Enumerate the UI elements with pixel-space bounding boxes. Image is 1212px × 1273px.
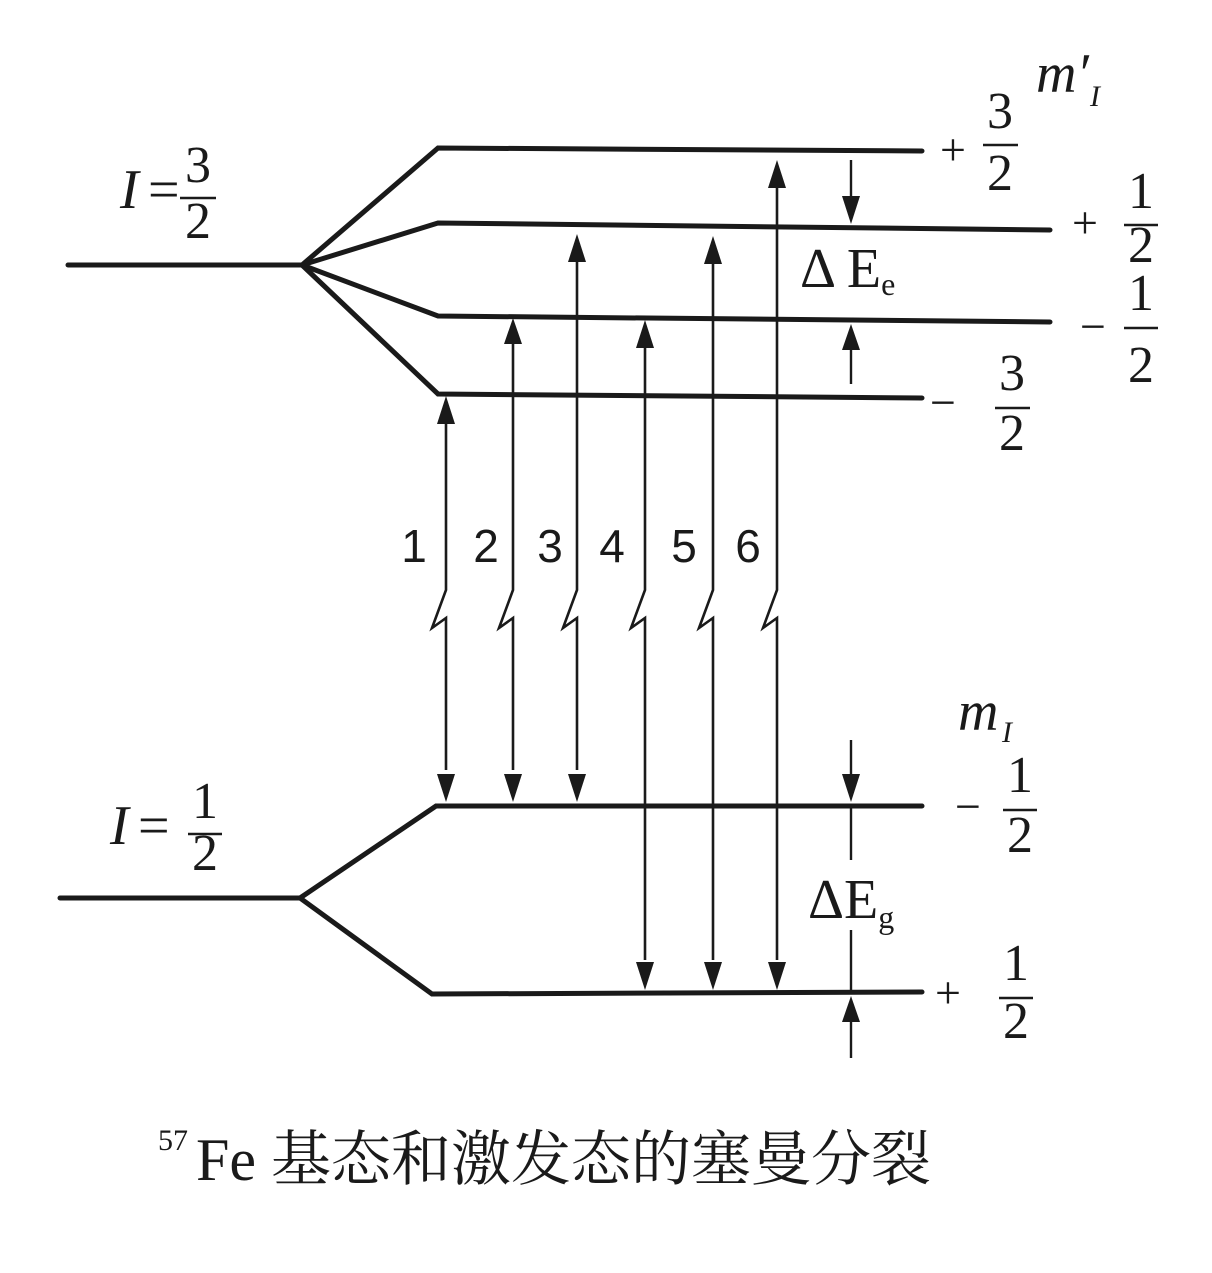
mI-prime-subscript: I (1090, 80, 1100, 113)
sign: + (1072, 197, 1098, 248)
delta-Ee-arrow-top-head (842, 196, 860, 224)
delta-Ee-label: Δ Ee (800, 238, 896, 302)
transition-6 (735, 160, 786, 990)
ground-sublevel-label-minus-1-2 (955, 747, 1037, 864)
transition-4-label: 4 (599, 520, 625, 572)
denominator: 2 (1007, 807, 1033, 864)
spin-denominator: 2 (185, 193, 211, 250)
transition-6-arrow-up (768, 160, 786, 188)
spin-numerator: 3 (185, 137, 211, 194)
denominator: 2 (987, 145, 1013, 202)
transition-3-label: 3 (537, 520, 563, 572)
numerator: 3 (999, 345, 1025, 402)
numerator: 1 (1128, 265, 1154, 322)
transition-3-line (563, 258, 577, 770)
denominator: 2 (1128, 217, 1154, 274)
caption-text: Fe 基态和激发态的塞曼分裂 (196, 1127, 931, 1193)
delta-Ee-marker (800, 160, 895, 384)
delta-Eg-marker (808, 740, 894, 1058)
numerator: 1 (1003, 935, 1029, 992)
transition-4 (599, 320, 654, 990)
sign: + (935, 967, 961, 1018)
transition-5-arrow-up (704, 236, 722, 264)
spin-denominator: 2 (192, 825, 218, 882)
mI-symbol: m (958, 681, 999, 743)
excited-spin-label (119, 137, 216, 250)
spin-symbol: I (110, 795, 129, 857)
transition-2-arrow-down (504, 774, 522, 802)
transition-1 (401, 396, 455, 802)
ground-spin-label (109, 773, 222, 882)
transition-3-arrow-down (568, 774, 586, 802)
transition-2-arrow-up (504, 318, 522, 344)
equals-sign: = (148, 159, 180, 221)
transition-4-arrow-down (636, 962, 654, 990)
transition-2 (473, 318, 522, 802)
ground-mI-label (958, 681, 1014, 749)
numerator: 1 (1128, 163, 1154, 220)
mI-prime-symbol: m′ (1036, 43, 1089, 105)
transition-5-line (699, 262, 713, 960)
excited-sublevel-label-minus-3-2 (930, 345, 1030, 462)
excited-mI-label (1036, 43, 1102, 113)
caption-mass-number: 57 (158, 1124, 188, 1157)
sign: − (955, 781, 981, 832)
transition-6-line (763, 184, 777, 960)
transition-4-arrow-up (636, 320, 654, 348)
excited-level-plus-1-2 (302, 223, 1050, 265)
excited-state-levels (68, 148, 1050, 398)
equals-sign: = (138, 795, 170, 857)
transition-4-line (631, 344, 645, 960)
denominator: 2 (999, 405, 1025, 462)
sign: − (1080, 301, 1106, 352)
delta-Eg-arrow-bottom-head (842, 996, 860, 1022)
delta-Ee-arrow-bottom-head (842, 324, 860, 350)
transition-6-arrow-down (768, 962, 786, 990)
transition-1-line (432, 420, 446, 770)
numerator: 1 (1007, 747, 1033, 804)
transition-5 (671, 236, 722, 990)
transition-5-label: 5 (671, 520, 697, 572)
spin-symbol: I (120, 159, 139, 221)
ground-sublevel-label-plus-1-2 (935, 935, 1033, 1050)
excited-sublevel-label-plus-3-2 (940, 83, 1018, 202)
transition-1-arrow-down (437, 774, 455, 802)
transition-2-label: 2 (473, 520, 499, 572)
sign: − (930, 377, 956, 428)
transition-3-arrow-up (568, 234, 586, 262)
excited-sublevel-label-minus-1-2 (1080, 265, 1158, 394)
numerator: 3 (987, 83, 1013, 140)
transition-6-label: 6 (735, 520, 761, 572)
delta-Eg-label: ΔEg (808, 869, 895, 935)
denominator: 2 (1128, 337, 1154, 394)
excited-sublevel-label-plus-1-2 (1072, 163, 1158, 274)
transition-1-label: 1 (401, 520, 427, 572)
transition-1-arrow-up (437, 396, 455, 424)
transition-2-line (499, 340, 513, 770)
denominator: 2 (1003, 993, 1029, 1050)
mI-subscript: I (1002, 716, 1012, 749)
excited-level-minus-1-2 (302, 265, 1050, 322)
delta-Eg-arrow-top-head (842, 774, 860, 802)
sign: + (940, 124, 966, 175)
spin-numerator: 1 (192, 773, 218, 830)
transition-5-arrow-down (704, 962, 722, 990)
figure-caption (158, 1124, 931, 1193)
